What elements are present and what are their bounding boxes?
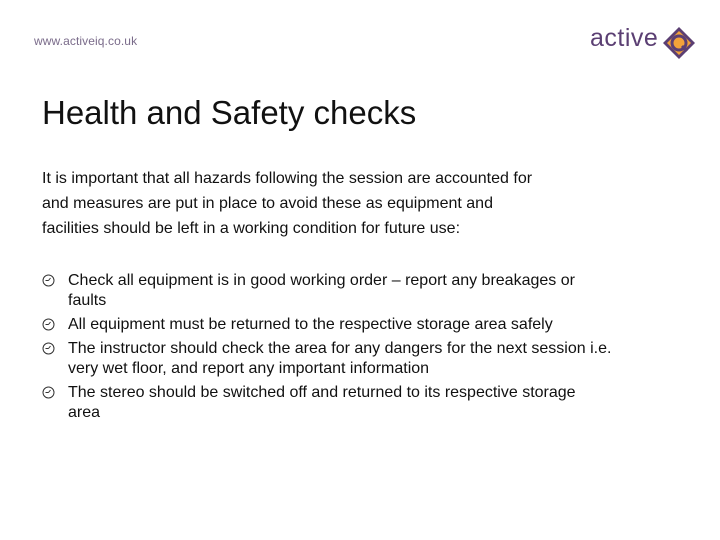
bullet-item [42, 339, 662, 379]
bullet-text: faults [68, 292, 107, 309]
logo-text: active [590, 24, 659, 52]
bullet-text: The stereo should be switched off and returned to its respective storage [68, 384, 576, 401]
bullet-list [42, 271, 662, 427]
iq-logo-mark-icon [662, 26, 696, 60]
bullet-item [42, 383, 662, 423]
bullet-text: very wet floor, and report any important information [68, 360, 430, 377]
intro-line: facilities should be left in a working condition for future use: [42, 220, 461, 237]
slide-title: Health and Safety checks [42, 94, 417, 131]
bullet-text: area [68, 404, 101, 421]
bullet-text: The instructor should check the area for any dangers for the next session i.e. [68, 340, 612, 357]
bullet-item [42, 271, 662, 311]
clock-icon [42, 342, 55, 355]
intro-line: It is important that all hazards following the session are accounted for [42, 170, 533, 187]
bullet-item [42, 315, 662, 335]
bullet-text: Check all equipment is in good working order – report any breakages or [68, 272, 575, 289]
intro-line: and measures are put in place to avoid these as equipment and [42, 195, 493, 212]
website-url: www.activeiq.co.uk [34, 34, 138, 48]
clock-icon [42, 386, 55, 399]
bullet-text: All equipment must be returned to the respective storage area safely [68, 316, 553, 333]
intro-paragraph [42, 166, 642, 241]
activeiq-logo [590, 22, 700, 64]
clock-icon [42, 274, 55, 287]
clock-icon [42, 318, 55, 331]
